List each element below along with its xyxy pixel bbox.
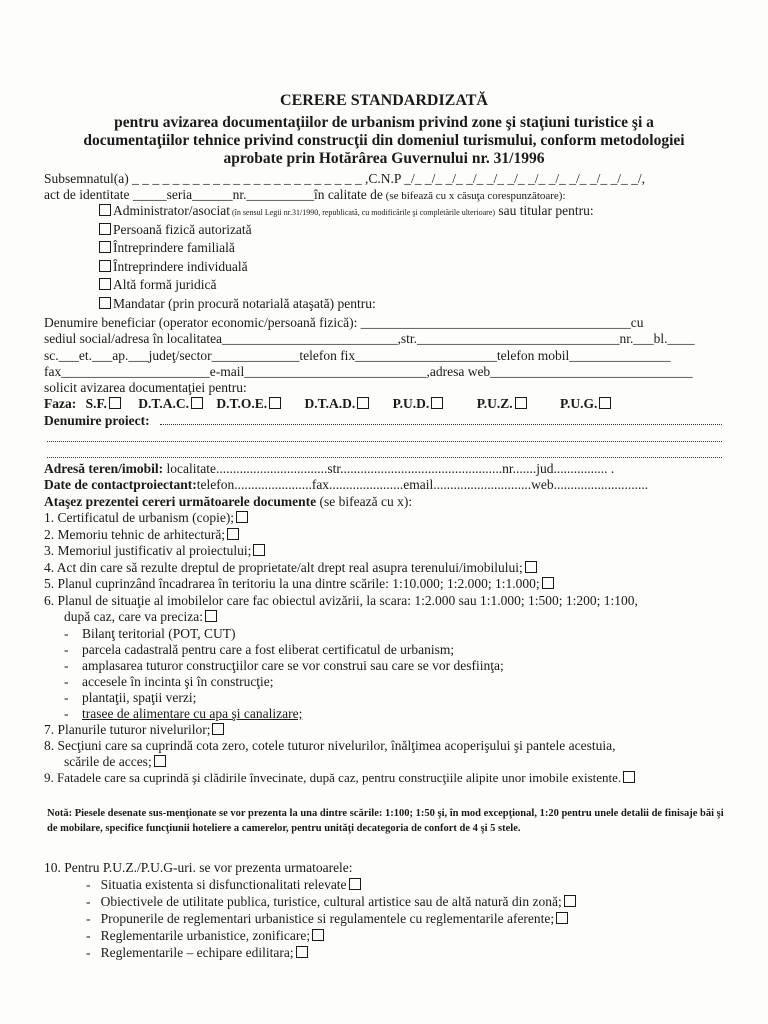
document-item-2[interactable] bbox=[44, 527, 241, 543]
phase-dtad[interactable] bbox=[305, 396, 372, 411]
id-document-line[interactable] bbox=[44, 187, 566, 204]
applicant-name-cnp-line[interactable]: Subsemnatul(a) _ _ _ _ _ _ _ _ _ _ _ _ _ _ _ _ _ _ _ _ _ _ _ ,C.N.P _/_ _/_ _/_ _/_ _/_ _/_ _/_ _/_ _/_ _/_ _/_ _/, bbox=[44, 171, 646, 186]
beneficiary-phone-line[interactable]: sc.___et.___ap.___judeţ/sector_____________telefon fix_____________________telefon mobil_______________ bbox=[44, 348, 671, 363]
option-administrator-label: Administrator/asociat bbox=[113, 203, 230, 218]
phase-dtad-label: D.T.A.D. bbox=[304, 396, 356, 411]
option-administrator-note: (în sensul Legii nr.31/1990, republicată, cu modificările şi completările ulterioare) bbox=[229, 208, 496, 217]
option-individual-enterprise-label: Întreprindere individuală bbox=[113, 259, 248, 274]
form-subtitle-line-2: documentaţiilor tehnice privind construcţii din domeniul turismului, conform metodologiei bbox=[83, 132, 685, 149]
phase-pud-label: P.U.D. bbox=[392, 396, 430, 411]
document-item-5-label: 5. Planul cuprinzând încadrarea în teritoriu la una dintre scările: 1:10.000; 1:2.000; 1:1.000; bbox=[44, 576, 540, 591]
option-family-enterprise[interactable] bbox=[97, 240, 235, 256]
document-item-5[interactable] bbox=[44, 576, 556, 592]
document-item-3-label: 3. Memoriul justificativ al proiectului; bbox=[44, 543, 252, 558]
phase-dtoe-label: D.T.O.E. bbox=[216, 396, 268, 411]
sub-item-text: trasee de alimentare cu apa şi canalizare; bbox=[82, 706, 303, 721]
checkbox-document-2[interactable] bbox=[227, 528, 239, 540]
site-address-label: Adresă teren/imobil: bbox=[44, 461, 164, 476]
id-document-hint: (se bifează cu x căsuţa corespunzătoare): bbox=[382, 190, 566, 202]
checkbox-phase-dtac[interactable] bbox=[191, 397, 203, 409]
document-item-6-cont-label: după caz, care va preciza: bbox=[64, 609, 204, 624]
section-10-item-4-label: Reglementarile urbanistice, zonificare; bbox=[100, 928, 311, 943]
checkbox-phase-dtoe[interactable] bbox=[269, 397, 281, 409]
documents-heading-hint: (se bifează cu x): bbox=[316, 494, 413, 509]
checkbox-document-1[interactable] bbox=[236, 511, 248, 523]
checkbox-phase-sf[interactable] bbox=[109, 397, 121, 409]
checkbox-section-10-4[interactable] bbox=[312, 929, 324, 941]
phase-sf[interactable] bbox=[86, 396, 123, 411]
checkbox-phase-puz[interactable] bbox=[515, 397, 527, 409]
checkbox-individual-enterprise[interactable] bbox=[99, 260, 111, 272]
option-administrator[interactable] bbox=[97, 203, 594, 221]
section-10-item-4[interactable]: - Reglementarile urbanistice, zonificare; bbox=[86, 928, 326, 944]
phase-dtac-label: D.T.A.C. bbox=[138, 396, 190, 411]
note-paragraph: Notă: Piesele desenate sus-menţionate se vor prezenta la una dintre scările: 1:100; 1:50 şi, în mod excepţional, 1:20 pentru unele detalii de finisaje băi şi de mobilare, specifice funcţiunii hoteliere a camerelor, pentru unităţi decategoria de confort de 4 şi 5 stele. bbox=[47, 808, 724, 834]
section-10-item-1[interactable]: - Situatia existenta si disfunctionalitati relevate bbox=[86, 877, 363, 893]
option-pfa-label: Persoană fizică autorizată bbox=[113, 222, 252, 237]
phase-puz-label: P.U.Z. bbox=[476, 396, 513, 411]
document-item-3[interactable] bbox=[44, 543, 267, 559]
checkbox-phase-pud[interactable] bbox=[431, 397, 443, 409]
document-item-9[interactable] bbox=[44, 770, 637, 786]
section-10-item-2[interactable]: - Obiectivele de utilitate publica, turistice, cultural artistice sau de altă natură din zonă; bbox=[86, 894, 578, 910]
beneficiary-address-line[interactable]: sediul social/adresa în localitatea__________________________,str.______________________________nr.___bl.____ bbox=[44, 331, 695, 346]
option-other-legal-form-label: Altă formă juridică bbox=[113, 277, 217, 292]
project-name-field-3[interactable] bbox=[47, 457, 722, 458]
option-mandatary[interactable] bbox=[97, 296, 376, 312]
checkbox-section-10-3[interactable] bbox=[556, 912, 568, 924]
section-10-item-1-label: Situatia existenta si disfunctionalitati relevate bbox=[100, 877, 347, 892]
sub-item-text: amplasarea tuturor construcţiilor care se vor construi sau care se vor desfiinţa; bbox=[82, 658, 504, 673]
project-name-label: Denumire proiect: bbox=[44, 413, 150, 428]
project-name-field[interactable] bbox=[160, 424, 722, 425]
phase-pud[interactable] bbox=[393, 396, 446, 411]
document-item-6: 6. Planul de situaţie al imobilelor care fac obiectul avizării, la scara: 1:2.000 sau 1:1.000; 1:500; 1:200; 1:100, bbox=[44, 593, 638, 608]
site-address-line[interactable] bbox=[44, 461, 614, 477]
document-item-9-label: 9. Fatadele care sa cuprindă şi clădirile învecinate, după caz, pentru construcţiile alipite unor imobile existente. bbox=[44, 770, 622, 785]
checkbox-mandatary[interactable] bbox=[99, 297, 111, 309]
document-item-6-cont[interactable] bbox=[64, 609, 219, 625]
phase-dtac[interactable] bbox=[138, 396, 205, 411]
document-item-7-label: 7. Planurile tuturor nivelurilor; bbox=[44, 722, 211, 737]
document-item-1[interactable] bbox=[44, 510, 250, 526]
document-item-7[interactable] bbox=[44, 722, 226, 738]
document-item-2-label: 2. Memoriu tehnic de arhitectură; bbox=[44, 527, 226, 542]
phase-row bbox=[44, 396, 613, 412]
option-family-enterprise-label: Întreprindere familială bbox=[113, 240, 235, 255]
designer-contact-label: Date de contactproiectant: bbox=[44, 477, 197, 492]
checkbox-document-6[interactable] bbox=[205, 610, 217, 622]
phase-pug-label: P.U.G. bbox=[559, 396, 598, 411]
document-item-1-label: 1. Certificatul de urbanism (copie); bbox=[44, 510, 235, 525]
checkbox-administrator[interactable] bbox=[99, 204, 111, 216]
checkbox-section-10-5[interactable] bbox=[296, 946, 308, 958]
sub-item-text: parcela cadastrală pentru care a fost eliberat certificatul de urbanism; bbox=[82, 642, 455, 657]
checkbox-family-enterprise[interactable] bbox=[99, 241, 111, 253]
option-other-legal-form[interactable] bbox=[97, 277, 216, 293]
checkbox-section-10-1[interactable] bbox=[349, 878, 361, 890]
sub-item-text: Bilanţ teritorial (POT, CUT) bbox=[82, 626, 236, 641]
sub-item-text: accesele în incinta şi în construcţie; bbox=[82, 674, 274, 689]
request-line: solicit avizarea documentaţiei pentru: bbox=[44, 380, 247, 395]
checkbox-section-10-2[interactable] bbox=[564, 895, 576, 907]
sub-item-text: plantaţii, spaţii verzi; bbox=[82, 690, 197, 705]
form-title: CERERE STANDARDIZATĂ bbox=[280, 92, 488, 109]
form-subtitle-line-1: pentru avizarea documentaţiilor de urbanism privind zone şi staţiuni turistice şi a bbox=[114, 114, 654, 131]
checkbox-other-legal-form[interactable] bbox=[99, 278, 111, 290]
section-10-heading: 10. Pentru P.U.Z./P.U.G-uri. se vor prezenta urmatoarele: bbox=[44, 860, 353, 875]
phase-label: Faza: bbox=[44, 396, 77, 411]
form-subtitle-line-3: aprobate prin Hotărârea Guvernului nr. 31/1996 bbox=[223, 150, 545, 167]
checkbox-document-7[interactable] bbox=[212, 723, 224, 735]
beneficiary-name-line[interactable]: Denumire beneficiar (operator economic/persoană fizică): ________________________________________cu bbox=[44, 315, 644, 330]
checkbox-phase-pug[interactable] bbox=[599, 397, 611, 409]
document-item-8-cont-label: scările de acces; bbox=[64, 754, 152, 769]
sub-item: - amplasarea tuturor construcţiilor care se vor construi sau care se vor desfiinţa; bbox=[64, 658, 504, 673]
document-item-4-label: 4. Act din care să rezulte dreptul de proprietate/alt drept real asupra terenului/imobilului; bbox=[44, 560, 523, 575]
sub-item: - plantaţii, spaţii verzi; bbox=[64, 690, 197, 705]
designer-contact-line[interactable] bbox=[44, 477, 648, 493]
sub-item: - trasee de alimentare cu apa şi canalizare; bbox=[64, 706, 303, 721]
option-mandatary-label: Mandatar (prin procură notarială ataşată) pentru: bbox=[113, 296, 376, 311]
checkbox-pfa[interactable] bbox=[99, 223, 111, 235]
documents-heading bbox=[44, 494, 412, 510]
section-10-item-3-label: Propunerile de reglementari urbanistice si regulamentele cu reglementarile aferente; bbox=[100, 911, 555, 926]
sub-item: - parcela cadastrală pentru care a fost eliberat certificatul de urbanism; bbox=[64, 642, 455, 657]
sub-item: - accesele în incinta şi în construcţie; bbox=[64, 674, 274, 689]
document-item-4[interactable] bbox=[44, 560, 539, 576]
phase-dtoe[interactable] bbox=[216, 396, 283, 411]
option-individual-enterprise[interactable] bbox=[97, 259, 248, 275]
section-10-item-5[interactable]: - Reglementarile – echipare edilitara; bbox=[86, 945, 310, 961]
section-10-item-5-label: Reglementarile – echipare edilitara; bbox=[100, 945, 294, 960]
sub-item: - Bilanţ teritorial (POT, CUT) bbox=[64, 626, 236, 641]
option-administrator-tail: sau titular pentru: bbox=[495, 203, 594, 218]
option-pfa[interactable] bbox=[97, 222, 252, 238]
section-10-item-3[interactable]: - Propunerile de reglementari urbanistice si regulamentele cu reglementarile aferente; bbox=[86, 911, 570, 927]
documents-heading-text: Ataşez prezentei cereri următoarele documente bbox=[44, 494, 317, 509]
project-name-field-2[interactable] bbox=[47, 441, 722, 442]
phase-sf-label: S.F. bbox=[85, 396, 107, 411]
checkbox-document-3[interactable] bbox=[253, 544, 265, 556]
designer-contact-fields[interactable]: telefon.......................fax......................email.............................web............................ bbox=[196, 477, 649, 492]
checkbox-document-5[interactable] bbox=[542, 577, 554, 589]
checkbox-document-4[interactable] bbox=[525, 561, 537, 573]
site-address-fields[interactable]: localitate.................................str................................................nr.......jud................ . bbox=[163, 461, 615, 476]
beneficiary-contact-line[interactable]: fax______________________e-mail___________________________,adresa web______________________________ bbox=[44, 364, 693, 379]
checkbox-document-8[interactable] bbox=[154, 755, 166, 767]
phase-pug[interactable] bbox=[560, 396, 613, 411]
document-item-8: 8. Secţiuni care sa cuprindă cota zero, cotele tuturor nivelurilor, înălţimea acoperişului şi pantele acestuia, bbox=[44, 738, 616, 753]
checkbox-phase-dtad[interactable] bbox=[357, 397, 369, 409]
phase-puz[interactable] bbox=[477, 396, 529, 411]
checkbox-document-9[interactable] bbox=[623, 771, 635, 783]
section-10-item-2-label: Obiectivele de utilitate publica, turistice, cultural artistice sau de altă natură din zonă; bbox=[100, 894, 562, 909]
id-document-fields[interactable]: act de identitate _____seria______nr.__________în calitate de bbox=[44, 187, 383, 202]
document-item-8-cont[interactable] bbox=[64, 754, 168, 770]
